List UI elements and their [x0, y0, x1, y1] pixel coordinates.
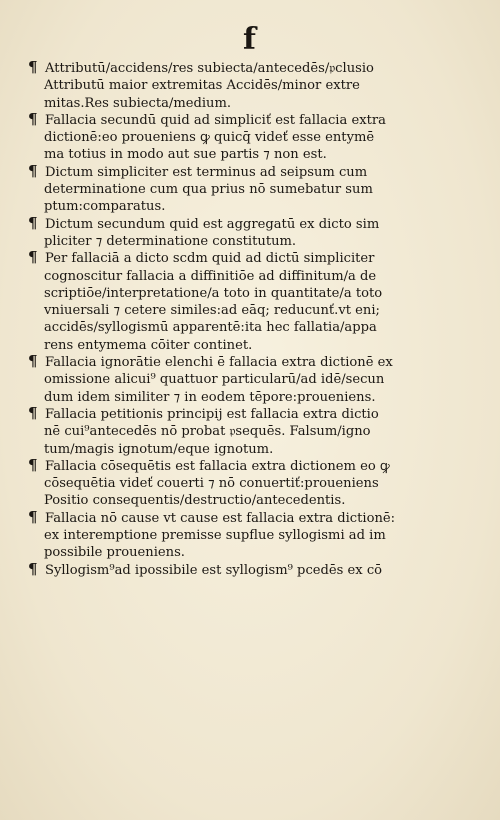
text-line: Positio consequentis/destructio/antecedentis.	[44, 493, 346, 509]
text-line: ¶ Fallacia petitionis principij est fallacia extra dictio	[28, 405, 379, 422]
bottom-margin	[0, 700, 500, 820]
pilcrow-icon: ¶	[28, 163, 38, 180]
pilcrow-icon: ¶	[28, 215, 38, 232]
text-line: ¶ Fallacia nō cause vt cause est fallacia extra dictionē:	[28, 509, 396, 526]
text-line: ¶ Dictum secundum quid est aggregatū ex dicto sim	[28, 215, 380, 232]
text-line: omissione alicui⁹ quattuor particularū/ad idē/secun	[44, 372, 385, 388]
text-line: determinatione cum qua prius nō sumebatur sum	[44, 182, 373, 198]
text-line: ¶ Dictum simpliciter est terminus ad seipsum cum	[28, 163, 368, 180]
text-line: rens entymema cōiter continet.	[44, 337, 253, 353]
text-line: mitas.Res subiecta/medium.	[44, 95, 232, 111]
text-line: ¶ Attributū/accidens/res subiecta/antecedēs/𝔭clusio	[28, 60, 374, 76]
text-line: ¶ Fallacia cōsequētis est fallacia extra dictionem eo ꝙ	[28, 457, 390, 474]
paragraph	[28, 250, 480, 354]
paragraph	[28, 406, 480, 458]
pilcrow-icon: ¶	[28, 509, 38, 526]
paragraph	[28, 216, 480, 251]
text-line: ma totius in modo aut sue partis ⁊ non est.	[44, 147, 327, 163]
text-line: accidēs/syllogismū apparentē:ita hec fallatia/appa	[44, 320, 377, 336]
text-line: tum/magis ignotum/eque ignotum.	[44, 441, 274, 457]
pilcrow-icon: ¶	[28, 60, 38, 76]
paragraph	[28, 458, 480, 510]
paragraph	[28, 562, 480, 579]
signature-mark: f	[243, 22, 257, 57]
text-line: ¶ Fallacia ignorātie elenchi ē fallacia extra dictionē ex	[28, 354, 393, 371]
text-line: dictionē:eo proueniens ꝙ quicq̄ videť esse entymē	[44, 130, 375, 146]
text-line: pliciter ⁊ determinatione constitutum.	[44, 233, 297, 249]
pilcrow-icon: ¶	[28, 111, 38, 128]
paragraph	[28, 354, 480, 406]
text-line: nē cui⁹antecedēs nō probat 𝔭sequēs. Falsum/igno	[44, 424, 371, 440]
pilcrow-icon: ¶	[28, 405, 38, 422]
text-line: cognoscitur fallacia a diffinitiōe ad diffinitum/a de	[44, 268, 377, 284]
text-line: dum idem similiter ⁊ in eodem tēpore:proueniens.	[44, 389, 376, 405]
text-line: Attributū maior extremitas Accidēs/minor extre	[44, 78, 360, 94]
paragraph	[28, 510, 480, 562]
pilcrow-icon: ¶	[28, 250, 38, 267]
paragraph	[28, 112, 480, 164]
text-line: ptum:comparatus.	[44, 199, 166, 215]
paragraph	[28, 60, 480, 112]
text-line: ¶ Fallacia secundū quid ad simpliciť est fallacia extra	[28, 111, 386, 128]
text-line: ¶ Per fallaciā a dicto scdm quid ad dictū simpliciter	[28, 250, 375, 267]
pilcrow-icon: ¶	[28, 457, 38, 474]
text-body	[28, 60, 480, 579]
pilcrow-icon: ¶	[28, 561, 38, 578]
pilcrow-icon: ¶	[28, 354, 38, 371]
text-line: cōsequētia videť couerti ⁊ nō conuertiť:proueniens	[44, 476, 379, 492]
text-line: vniuersali ⁊ cetere similes:ad eāq; reducunť.vt eni;	[44, 303, 380, 319]
paragraph	[28, 164, 480, 216]
text-line: ex interemptione premisse supflue syllogismi ad im	[44, 528, 386, 544]
text-line: ¶ Syllogism⁹ad ipossibile est syllogism⁹ pcedēs ex cō	[28, 561, 383, 578]
text-line: scriptiōe/interpretatione/a toto in quantitate/a toto	[44, 285, 383, 301]
text-line: possibile proueniens.	[44, 545, 185, 561]
